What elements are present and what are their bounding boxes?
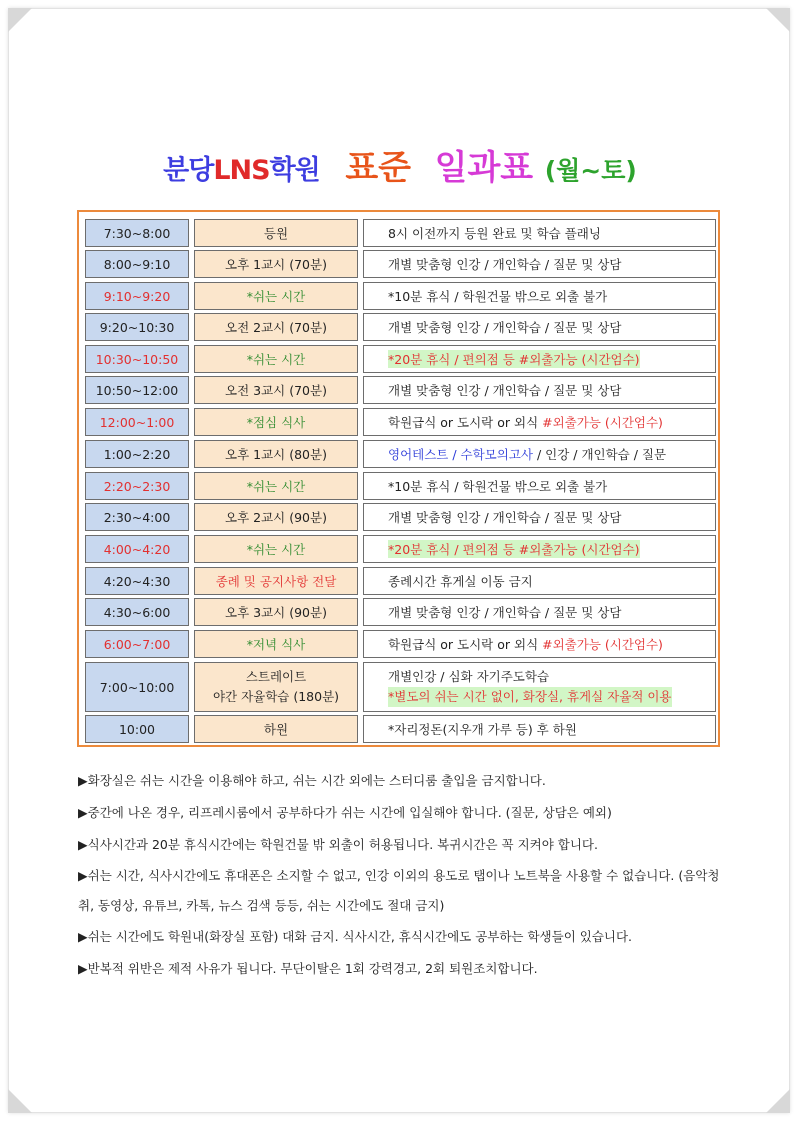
time-cell: 2:30~4:00: [85, 503, 189, 531]
activity-line-1: 스트레이트: [245, 669, 307, 684]
schedule-row-9: [79, 503, 718, 531]
activity-cell: *쉬는 시간: [194, 282, 358, 310]
activity-cell: 오후 1교시 (80분): [194, 440, 358, 468]
schedule-row-7: [79, 440, 718, 468]
description-cell: [363, 440, 716, 468]
activity-cell: 하원: [194, 715, 358, 743]
schedule-table: [77, 210, 720, 747]
title-standard: 표준: [345, 148, 412, 188]
time-cell: 10:50~12:00: [85, 376, 189, 404]
description-cell: 개별 맞춤형 인강 / 개인학습 / 질문 및 상담: [363, 598, 716, 626]
page-corner-bottom-right: [766, 1089, 790, 1113]
rules-list: [78, 765, 723, 985]
schedule-row-1: [79, 250, 718, 278]
rule-item: ▶반복적 위반은 제적 사유가 됩니다. 무단이탈은 1회 강력경고, 2회 퇴원조치합니다.: [78, 961, 538, 976]
activity-cell: 오후 1교시 (70분): [194, 250, 358, 278]
activity-cell: 오전 2교시 (70분): [194, 313, 358, 341]
activity-cell: *점심 식사: [194, 408, 358, 436]
time-cell: 8:00~9:10: [85, 250, 189, 278]
academy-name: [163, 148, 320, 187]
outing-allowed-text: #외출가능 (시간엄수): [542, 415, 663, 430]
activity-cell: 오후 2교시 (90분): [194, 503, 358, 531]
activity-cell: [194, 662, 358, 712]
schedule-row-4: [79, 345, 718, 373]
outing-allowed-text: #외출가능 (시간엄수): [542, 637, 663, 652]
schedule-row-8: [79, 472, 718, 500]
highlighted-text: *20분 휴식 / 편의점 등 #외출가능 (시간엄수): [388, 352, 640, 367]
schedule-row-11: [79, 567, 718, 595]
description-cell: 개별 맞춤형 인강 / 개인학습 / 질문 및 상담: [363, 376, 716, 404]
time-cell: 9:20~10:30: [85, 313, 189, 341]
description-cell: *자리정돈(지우개 가루 등) 후 하원: [363, 715, 716, 743]
academy-name-part1: 분당: [163, 155, 214, 186]
test-text: 영어테스트 / 수학모의고사: [388, 447, 533, 462]
page-title: [0, 140, 800, 189]
highlighted-text: *20분 휴식 / 편의점 등 #외출가능 (시간엄수): [388, 542, 640, 557]
rule-item: ▶식사시간과 20분 휴식시간에는 학원건물 밖 외출이 허용됩니다. 복귀시간은 꼭 지켜야 합니다.: [78, 837, 598, 852]
description-cell: 종례시간 휴게실 이동 금지: [363, 567, 716, 595]
schedule-row-6: [79, 408, 718, 436]
description-cell: 개별 맞춤형 인강 / 개인학습 / 질문 및 상담: [363, 313, 716, 341]
activity-cell: *저녁 식사: [194, 630, 358, 658]
description-text: 학원급식 or 도시락 or 외식: [388, 415, 543, 430]
schedule-row-10: [79, 535, 718, 563]
activity-cell: 종례 및 공지사항 전달: [194, 567, 358, 595]
rule-item: ▶쉬는 시간, 식사시간에도 휴대폰은 소지할 수 없고, 인강 이외의 용도로 탭이나 노트북을 사용할 수 없습니다. (음악청취, 동영상, 유튜브, 카톡, 뉴스 검색 등등, 쉬는 시간에도 절대 금지): [78, 868, 720, 913]
activity-line-2: 야간 자율학습 (180분): [212, 689, 340, 704]
time-cell: 9:10~9:20: [85, 282, 189, 310]
schedule-row-2: [79, 282, 718, 310]
academy-name-part2: LNS: [213, 155, 270, 186]
description-text: 학원급식 or 도시락 or 외식: [388, 637, 543, 652]
schedule-row-14: [79, 662, 718, 712]
time-cell: 10:30~10:50: [85, 345, 189, 373]
academy-name-part3: 학원: [269, 155, 320, 186]
title-days: (월~토): [544, 156, 637, 185]
description-cell: *10분 휴식 / 학원건물 밖으로 외출 불가: [363, 282, 716, 310]
activity-cell: 등원: [194, 219, 358, 247]
description-cell: [363, 662, 716, 712]
time-cell: 10:00: [85, 715, 189, 743]
description-cell: [363, 345, 716, 373]
description-text: / 인강 / 개인학습 / 질문: [532, 447, 667, 462]
activity-cell: *쉬는 시간: [194, 345, 358, 373]
time-cell: 6:00~7:00: [85, 630, 189, 658]
description-cell: 개별 맞춤형 인강 / 개인학습 / 질문 및 상담: [363, 250, 716, 278]
rule-item: ▶쉬는 시간에도 학원내(화장실 포함) 대화 금지. 식사시간, 휴식시간에도 공부하는 학생들이 있습니다.: [78, 929, 633, 944]
description-cell: [363, 630, 716, 658]
time-cell: 4:30~6:00: [85, 598, 189, 626]
time-cell: 7:30~8:00: [85, 219, 189, 247]
description-cell: [363, 535, 716, 563]
description-cell: *10분 휴식 / 학원건물 밖으로 외출 불가: [363, 472, 716, 500]
schedule-row-3: [79, 313, 718, 341]
page-corner-top-right: [766, 8, 790, 32]
schedule-row-15: [79, 715, 718, 743]
time-cell: 4:00~4:20: [85, 535, 189, 563]
page-corner-top-left: [8, 8, 32, 32]
activity-cell: 오전 3교시 (70분): [194, 376, 358, 404]
schedule-row-13: [79, 630, 718, 658]
page-corner-bottom-left: [8, 1089, 32, 1113]
highlighted-text: *별도의 쉬는 시간 없이, 화장실, 휴게실 자율적 이용: [388, 687, 672, 707]
time-cell: 12:00~1:00: [85, 408, 189, 436]
title-daily-schedule: 일과표: [434, 148, 534, 188]
activity-cell: *쉬는 시간: [194, 535, 358, 563]
time-cell: 7:00~10:00: [85, 662, 189, 712]
time-cell: 4:20~4:30: [85, 567, 189, 595]
description-cell: [363, 408, 716, 436]
schedule-row-12: [79, 598, 718, 626]
time-cell: 2:20~2:30: [85, 472, 189, 500]
description-cell: 개별 맞춤형 인강 / 개인학습 / 질문 및 상담: [363, 503, 716, 531]
time-cell: 1:00~2:20: [85, 440, 189, 468]
rule-item: ▶화장실은 쉬는 시간을 이용해야 하고, 쉬는 시간 외에는 스터디룸 출입을 금지합니다.: [78, 773, 546, 788]
activity-cell: *쉬는 시간: [194, 472, 358, 500]
rule-item: ▶중간에 나온 경우, 리프레시룸에서 공부하다가 쉬는 시간에 입실해야 합니다. (질문, 상담은 예외): [78, 805, 612, 820]
description-line-1: 개별인강 / 심화 자기주도학습: [388, 669, 550, 684]
schedule-row-0: [79, 219, 718, 247]
activity-cell: 오후 3교시 (90분): [194, 598, 358, 626]
schedule-row-5: [79, 376, 718, 404]
description-cell: 8시 이전까지 등원 완료 및 학습 플래닝: [363, 219, 716, 247]
